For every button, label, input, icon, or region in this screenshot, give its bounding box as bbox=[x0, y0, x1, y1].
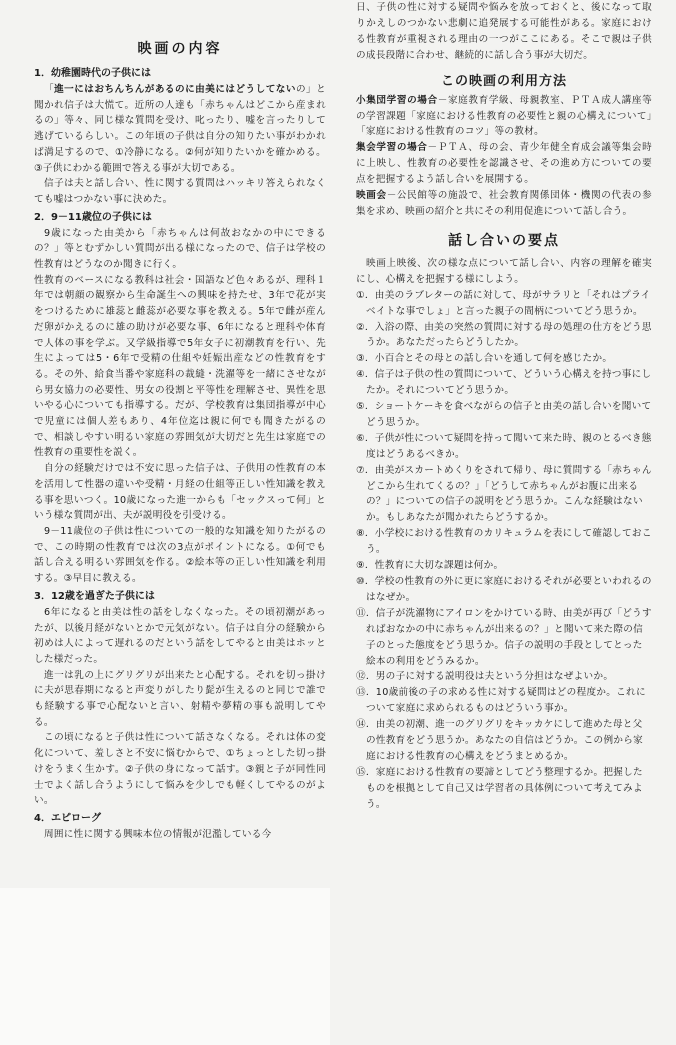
discussion-item: ⑧．小学校における性教育のカリキュラムを表にして確認しておこう。 bbox=[356, 528, 652, 556]
discussion-item: ⑬．10歳前後の子の求める性に対する疑問はどの程度か。これについて家庭に求められるものはどういう事か。 bbox=[356, 687, 646, 715]
discussion-item: ⑥．子供が性について疑問を持って聞いて来た時、親のとるべき態度はどうあるべきか。 bbox=[356, 432, 652, 460]
discussion-list bbox=[356, 288, 652, 813]
right-column bbox=[356, 0, 652, 813]
usage-small-group bbox=[356, 93, 652, 141]
discussion-item: ⑪．信子が洗濯物にアイロンをかけている時、由美が再び「どうすればおなかの中に赤ちゃんが出来るの？」と聞いて来た際の信子のとった態度をどう思うか。信子の説明の手段としてとった絵本の利用をどうみるか。 bbox=[356, 607, 652, 667]
discussion-item: ⑦．由美がスカートめくりをされて帰り、母に質問する「赤ちゃんどこから生れてくるの？」「どうして赤ちゃんがお腹に出来るの？」についての信子の説明をどう思うか。こんな経験はないか。もしあなたが聞かれたらどうするか。 bbox=[356, 464, 652, 524]
discussion-item: ①．由美のラブレターの話に対して、母がサラリと「それはプライベイトな事でしょ」と言った親子の間柄についてどう思うか。 bbox=[356, 289, 651, 317]
section-2-para-4: 9－11歳位の子供は性についての一般的な知識を知りたがるので、この時期の性教育では次の3点がポイントになる。①何でも話し合える明るい雰囲気を作る。②絵本等の正しい性知識を利用する。③早目に教える。 bbox=[34, 525, 326, 585]
usage-small-group-label: 小集団学習の場合 bbox=[356, 94, 438, 106]
discussion-item: ⑨．性教育に大切な課題は何か。 bbox=[356, 560, 504, 572]
section-1-lead: 進一にはおちんちんがあるのに由美にはどうしてない bbox=[54, 84, 296, 95]
scan-blank-area bbox=[0, 888, 330, 1045]
section-4-heading: 4．エピローグ bbox=[34, 812, 101, 824]
section-3-para-3: この頃になると子供は性について話さなくなる。それは体の変化について、羞しさと不安に悩むからで、①ちょっとした切っ掛けをうまく生かす。②子供の身になって話す。③親と子が同性同士でよく話し合うようにして悩みを少しでも軽くしてやるのがよい。 bbox=[34, 732, 326, 807]
discussion-item: ⑤．ショートケーキを食べながらの信子と由美の話し合いを聞いてどう思うか。 bbox=[356, 401, 652, 428]
section-2-para-2: 性教育のベースになる教科は社会・国語など色々あるが、理科１年では朝顔の観察から生命誕生への興味を持たせ、3年で花が実をつけるために雄蕊と雌蕊が必要な事を教える。5年で雌が産んだ卵がかえるのに雄の助けが必要な事、6年になると理科や体育で人体の事を学ぶ。又学級指導で5年女子に初潮教育を行い、先生によっては5・6年で受精の仕組や妊娠出産などの性教育をする。その外、給食当番や家庭科の裁縫・洗濯等を一緒にさせながら男女協力の必要性、男女の役割と平等性を理解させ、異性を思いやる心についても指導する。だが、学校教育は集団指導が中心で児童には個人差もあり、4年位迄は親に何でも聞きたがるので、相談しやすい明るい家庭の雰囲気が大切だと先生は家庭での性教育の重要性を説く。 bbox=[34, 274, 326, 459]
discussion-item: ②．入浴の際、由美の突然の質問に対する母の処理の仕方をどう思うか。あなただったらどうしたか。 bbox=[356, 321, 652, 349]
discussion-item: ③．小百合とその母との話し合いを通して何を感じたか。 bbox=[356, 353, 613, 365]
section-4-para-1: 周囲に性に関する興味本位の情報が氾濫している今 bbox=[44, 828, 272, 840]
discussion-item: ⑮．家庭における性教育の要諦としてどう整理するか。把握したものを根拠として自己又は学習者の具体例について考えてみよう。 bbox=[356, 766, 643, 810]
discussion-item: ④．信子は子供の性の質問について、どういう心構えを持つ事にしたか。それについてどう思うか。 bbox=[356, 369, 652, 397]
usage-screening bbox=[356, 188, 652, 220]
left-column bbox=[34, 30, 326, 843]
section-3-para-1: 6年になると由美は性の話をしなくなった。その頃初潮があったが、以後月経がないとかで元気がない。信子は自分の経験から初めは人によって遅れるのだという話をしてやると由美はホッとした様だった。 bbox=[34, 606, 326, 665]
section-1-heading: 1．幼稚園時代の子供には bbox=[34, 68, 151, 79]
section-2-para-1: 9歳になった由美から「赤ちゃんは何故おなかの中にできるの？」等とむずかしい質問が出る様になったので、信子は学校の性教育はどうなのか聞きに行く。 bbox=[34, 227, 326, 271]
usage-small-group-text: －家庭教育学級、母親教室、ＰＴＡ成人講座等の学習課題「家庭における性教育の必要性と親の心構えについて」「家庭における性教育のコツ」等の教材。 bbox=[356, 94, 652, 138]
section-2-para-3: 自分の経験だけでは不安に思った信子は、子供用の性教育の本を活用して性器の違いや受精・月経の仕組等正しい性知識を教える事を思いつく。10歳になった進一からも「セックスって何」という様な質問が出、夫が説明役を引受ける。 bbox=[34, 463, 326, 522]
content-title: 映画の内容 bbox=[137, 41, 223, 57]
section-1-para-2: 信子は夫と話し合い、性に関する質問はハッキリ答えられなくても嘘はつかない事に決めた。 bbox=[34, 178, 326, 205]
section-3-para-2: 進一は乳の上にグリグリが出来たと心配する。それを切っ掛けに夫が思春期になると声変りがしたり髭が生えるのと同じで誰でも経験する事で心配ないと言い、射精や夢精の事も説明してやる。 bbox=[34, 669, 326, 728]
section-3-heading: 3．12歳を過ぎた子供には bbox=[34, 590, 155, 602]
usage-assembly-text: －ＰＴＡ、母の会、青少年健全育成会議等集会時に上映し、性教育の必要性を認識させ、その進め方についての要点を把握するよう話し合いを展開する。 bbox=[356, 142, 652, 186]
discussion-item: ⑭．由美の初潮、進一のグリグリをキッカケにして進めた母と父の性教育をどう思うか。あなたの自信はどうか。この例から家庭における性教育の心構えをどうまとめるか。 bbox=[356, 719, 644, 762]
discussion-item: ⑩．学校の性教育の外に更に家庭におけるそれが必要といわれるのはなぜか。 bbox=[356, 576, 652, 603]
usage-screening-label: 映画会 bbox=[356, 190, 387, 202]
usage-assembly-label: 集会学習の場合 bbox=[356, 142, 428, 154]
usage-screening-text: －公民館等の施設で、社会教育関係団体・機関の代表の参集を求め、映画の紹介と共にその利用促進について話し合う。 bbox=[356, 190, 653, 217]
discussion-intro: 映画上映後、次の様な点について話し合い、内容の理解を確実にし、心構えを把握する様にしよう。 bbox=[356, 257, 652, 285]
usage-assembly bbox=[356, 140, 652, 188]
section-2-heading: 2．9－11歳位の子供には bbox=[34, 211, 152, 223]
section-1-para-1-text: の」と聞かれ信子は大慌て。近所の人達も「赤ちゃんはどこから産まれるの」等々、同じ様な質問を受け、叱ったり、嘘を言ったりして逃げているらしい。この年頃の子供は自分の知りたい事がわかれば満足するので、①冷静になる。②何が知りたいかを確かめる。③子供にわかる範囲で答える事が大切である。 bbox=[34, 84, 326, 174]
discussion-title: 話し合いの要点 bbox=[448, 232, 560, 249]
epilogue-continued: 日、子供の性に対する疑問や悩みを放っておくと、後になって取りかえしのつかない悲劇に追発展する可能性がある。家庭における性教育が重視される理由の一つがここにある。そこで親は子供の成長段階に合わせ、継続的に話し合う事が大切だ。 bbox=[356, 2, 652, 61]
usage-title: この映画の利用方法 bbox=[440, 73, 567, 89]
section-1-para-1: 「進一にはおちんちんがあるのに由美にはどうしてないの」と聞かれ信子は大慌て。近所の人達も「赤ちゃんはどこから産まれるの」等々、同じ様な質問を受け、叱ったり、嘘を言ったりして逃げているらしい。この年頃の子供は自分の知りたい事がわかれば満足するので、①冷静になる。②何が知りたいかを確かめる。③子供にわかる範囲で答える事が大切である。 bbox=[34, 84, 326, 174]
discussion-item: ⑫．男の子に対する説明役は夫という分担はなぜよいか。 bbox=[356, 671, 614, 683]
